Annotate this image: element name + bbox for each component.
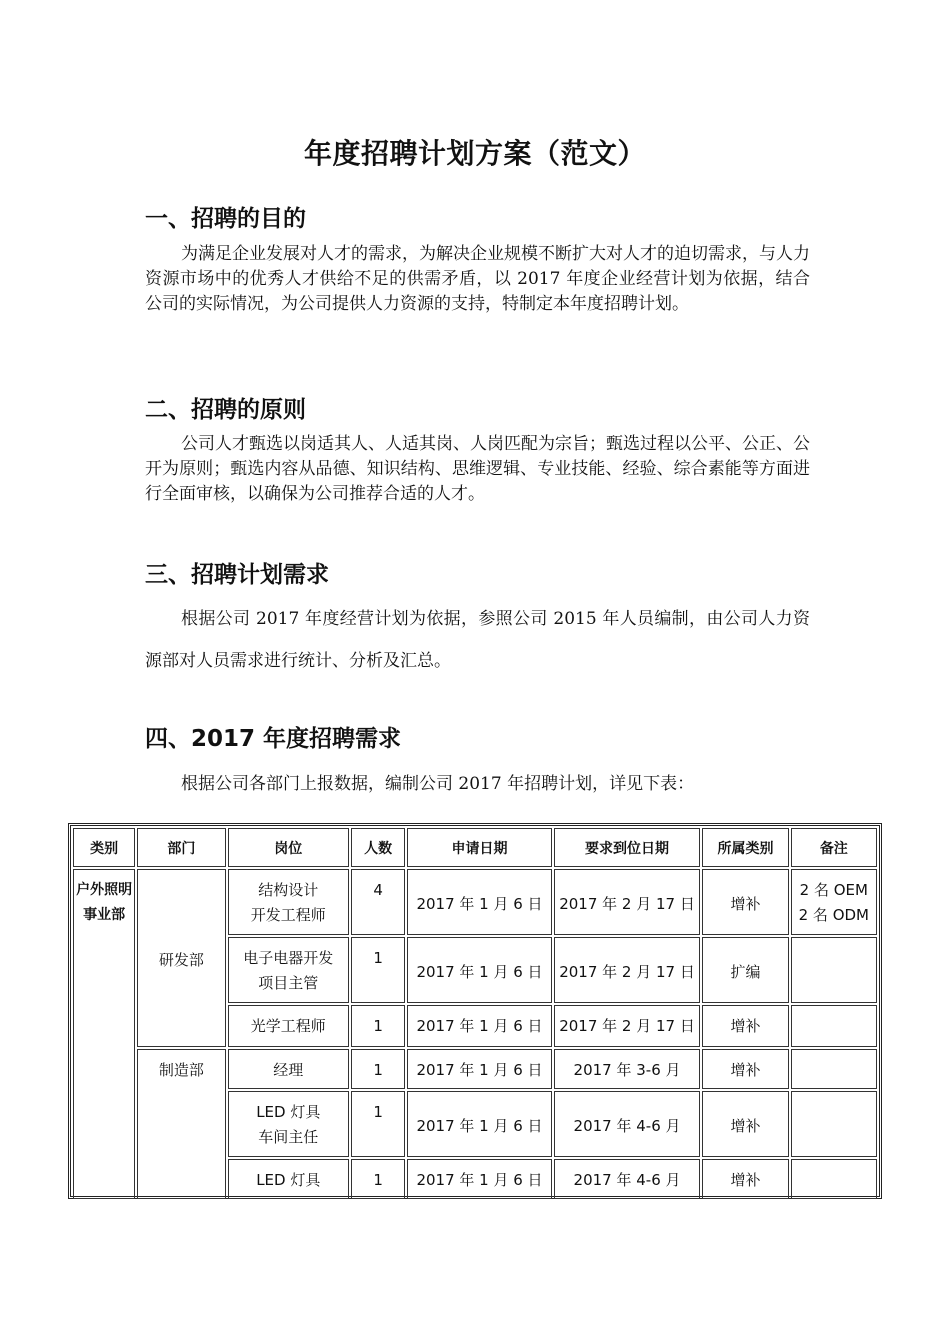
section-heading-purpose: 一、招聘的目的 [145, 206, 306, 232]
note-cell [791, 937, 877, 1003]
note-cell: 2 名 OEM [799, 881, 868, 899]
section-body-plan-demand: 根据公司 2017 年度经营计划为依据，参照公司 2015 年人员编制，由公司人力资源部对人员需求进行统计、分析及汇总。 [145, 609, 810, 671]
section-heading-2017-demand: 四、2017 年度招聘需求 [145, 726, 402, 752]
type-cell: 扩编 [702, 937, 788, 1003]
apply-date-cell: 2017 年 1 月 6 日 [407, 937, 552, 1003]
due-date-cell: 2017 年 3-6 月 [554, 1049, 701, 1089]
due-date-cell: 2017 年 2 月 17 日 [554, 1005, 701, 1047]
category-cell: 户外照明事业部 [73, 869, 135, 1199]
apply-date-cell: 2017 年 1 月 6 日 [407, 1005, 552, 1047]
due-date-cell: 2017 年 4-6 月 [554, 1091, 701, 1157]
note-cell [791, 1049, 877, 1089]
position-cell: 电子电器开发 [243, 949, 334, 967]
page-title: 年度招聘计划方案（范文） [303, 137, 646, 170]
section-body-principles: 公司人才甄选以岗适其人、人适其岗、人岗匹配为宗旨；甄选过程以公平、公正、公开为原则；甄选内容从品德、知识结构、思维逻辑、专业技能、经验、综合素能等方面进行全面审核，以确保为公司推荐合适的人才。 [145, 434, 810, 504]
note-cell-line2: 2 名 ODM [798, 906, 869, 924]
count-cell: 1 [351, 937, 405, 1003]
position-cell: 经理 [228, 1049, 349, 1089]
section-heading-plan-demand: 三、招聘计划需求 [145, 562, 329, 588]
section-body-2017-demand: 根据公司各部门上报数据，编制公司 2017 年招聘计划，详见下表： [181, 774, 695, 794]
header-due-date: 要求到位日期 [554, 828, 701, 867]
apply-date-cell: 2017 年 1 月 6 日 [407, 869, 552, 935]
count-cell: 1 [351, 1091, 405, 1157]
recruitment-table [68, 823, 882, 1199]
header-note: 备注 [791, 828, 877, 867]
position-cell: 光学工程师 [228, 1005, 349, 1047]
header-apply-date: 申请日期 [407, 828, 552, 867]
apply-date-cell: 2017 年 1 月 6 日 [407, 1049, 552, 1089]
table-row [73, 869, 877, 935]
due-date-cell: 2017 年 2 月 17 日 [554, 937, 701, 1003]
count-cell: 1 [351, 1049, 405, 1089]
type-cell: 增补 [702, 869, 788, 935]
header-type: 所属类别 [702, 828, 788, 867]
section-body-purpose: 为满足企业发展对人才的需求，为解决企业规模不断扩大对人才的迫切需求，与人力资源市场中的优秀人才供给不足的供需矛盾，以 2017 年度企业经营计划为依据，结合公司的实际情况，为公司提供人力资源的支持，特制定本年度招聘计划。 [145, 244, 810, 314]
count-cell: 4 [351, 869, 405, 935]
note-cell [791, 1091, 877, 1157]
department-cell-rd: 研发部 [137, 869, 225, 1047]
position-cell-line2: 开发工程师 [250, 906, 326, 924]
due-date-cell: 2017 年 2 月 17 日 [554, 869, 701, 935]
type-cell: 增补 [702, 1091, 788, 1157]
position-cell: LED 灯具 [228, 1159, 349, 1199]
header-position: 岗位 [228, 828, 349, 867]
count-cell: 1 [351, 1159, 405, 1199]
apply-date-cell: 2017 年 1 月 6 日 [407, 1091, 552, 1157]
header-category: 类别 [73, 828, 135, 867]
position-cell: 结构设计 [258, 881, 319, 899]
position-cell-line2: 项目主管 [258, 974, 319, 992]
header-department: 部门 [137, 828, 225, 867]
note-cell [791, 1159, 877, 1199]
header-count: 人数 [351, 828, 405, 867]
type-cell: 增补 [702, 1159, 788, 1199]
type-cell: 增补 [702, 1049, 788, 1089]
department-cell-manufacturing: 制造部 [137, 1049, 225, 1199]
position-cell: LED 灯具 [256, 1103, 321, 1121]
table-row [73, 1049, 877, 1089]
count-cell: 1 [351, 1005, 405, 1047]
table-header-row [73, 828, 877, 867]
note-cell [791, 1005, 877, 1047]
position-cell-line2: 车间主任 [258, 1128, 319, 1146]
section-heading-principles: 二、招聘的原则 [145, 397, 306, 423]
apply-date-cell: 2017 年 1 月 6 日 [407, 1159, 552, 1199]
due-date-cell: 2017 年 4-6 月 [554, 1159, 701, 1199]
type-cell: 增补 [702, 1005, 788, 1047]
